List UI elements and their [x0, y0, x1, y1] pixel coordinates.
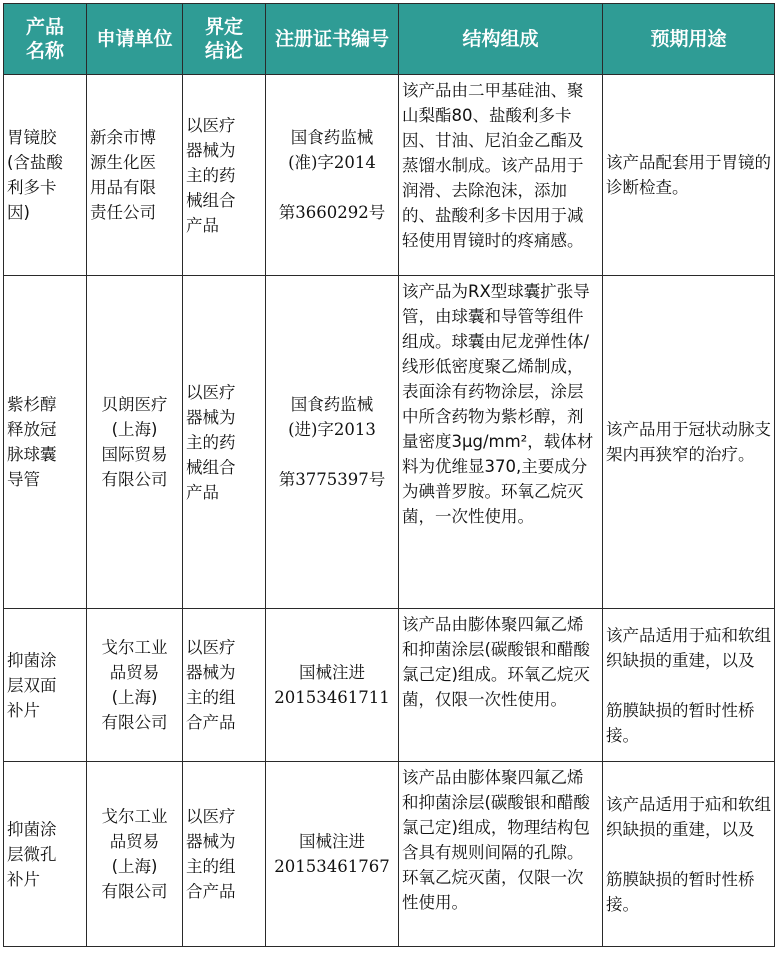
- product-name-cell: 胃镜胶 (含盐酸 利多卡 因): [4, 75, 87, 276]
- header-applicant: 申请单位: [87, 4, 183, 75]
- cert-number-cell: 国械注进 20153461711: [266, 609, 399, 762]
- conclusion-cell: 以医疗 器械为 主的药 械组合 产品: [183, 276, 266, 609]
- applicant-cell: 戈尔工业 品贸易 (上海) 有限公司: [87, 609, 183, 762]
- conclusion-cell: 以医疗 器械为 主的组 合产品: [183, 609, 266, 762]
- structure-cell: 该产品为RX型球囊扩张导管，由球囊和导管等组件组成。球囊由尼龙弹性体/线形低密度聚乙烯制成，表面涂有药物涂层，涂层中所含药物为紫杉醇，剂量密度3μg/mm²，载体材料为优维显370,主要成分为碘普罗胺。环氧乙烷灭菌，一次性使用。: [399, 276, 603, 609]
- structure-cell: 该产品由二甲基硅油、聚山梨酯80、盐酸利多卡因、甘油、尼泊金乙酯及蒸馏水制成。该产品用于润滑、去除泡沫，添加的、盐酸利多卡因用于减轻使用胃镜时的疼痛感。: [399, 75, 603, 276]
- header-structure: 结构组成: [399, 4, 603, 75]
- intended-use-cell: 该产品用于冠状动脉支架内再狭窄的治疗。: [603, 276, 775, 609]
- header-cert-number: 注册证书编号: [266, 4, 399, 75]
- applicant-cell: 新余市博 源生化医 用品有限 责任公司: [87, 75, 183, 276]
- product-name-cell: 抑菌涂 层微孔 补片: [4, 762, 87, 947]
- product-name-cell: 抑菌涂 层双面 补片: [4, 609, 87, 762]
- header-conclusion: 界定 结论: [183, 4, 266, 75]
- product-name-cell: 紫杉醇 释放冠 脉球囊 导管: [4, 276, 87, 609]
- conclusion-cell: 以医疗 器械为 主的药 械组合 产品: [183, 75, 266, 276]
- table-row: [4, 75, 775, 276]
- header-intended-use: 预期用途: [603, 4, 775, 75]
- intended-use-cell: 该产品配套用于胃镜的诊断检查。: [603, 75, 775, 276]
- header-product-name: 产品 名称: [4, 4, 87, 75]
- applicant-cell: 戈尔工业 品贸易 (上海) 有限公司: [87, 762, 183, 947]
- structure-cell: 该产品由膨体聚四氟乙烯和抑菌涂层(碳酸银和醋酸氯己定)组成，物理结构包含具有规则间隔的孔隙。环氧乙烷灭菌，仅限一次性使用。: [399, 762, 603, 947]
- structure-cell: 该产品由膨体聚四氟乙烯和抑菌涂层(碳酸银和醋酸氯己定)组成。环氧乙烷灭菌，仅限一次性使用。: [399, 609, 603, 762]
- cert-number-cell: 国械注进 20153461767: [266, 762, 399, 947]
- cert-number-cell: 国食药监械 (进)字2013 第3775397号: [266, 276, 399, 609]
- table-row: [4, 762, 775, 947]
- intended-use-cell: 该产品适用于疝和软组织缺损的重建，以及 筋膜缺损的暂时性桥接。: [603, 609, 775, 762]
- table-row: [4, 276, 775, 609]
- intended-use-cell: 该产品适用于疝和软组织缺损的重建，以及 筋膜缺损的暂时性桥接。: [603, 762, 775, 947]
- cert-number-cell: 国食药监械 (准)字2014 第3660292号: [266, 75, 399, 276]
- table-row: [4, 609, 775, 762]
- conclusion-cell: 以医疗 器械为 主的组 合产品: [183, 762, 266, 947]
- applicant-cell: 贝朗医疗 (上海) 国际贸易 有限公司: [87, 276, 183, 609]
- device-classification-table: [3, 3, 775, 947]
- table-header-row: [4, 4, 775, 75]
